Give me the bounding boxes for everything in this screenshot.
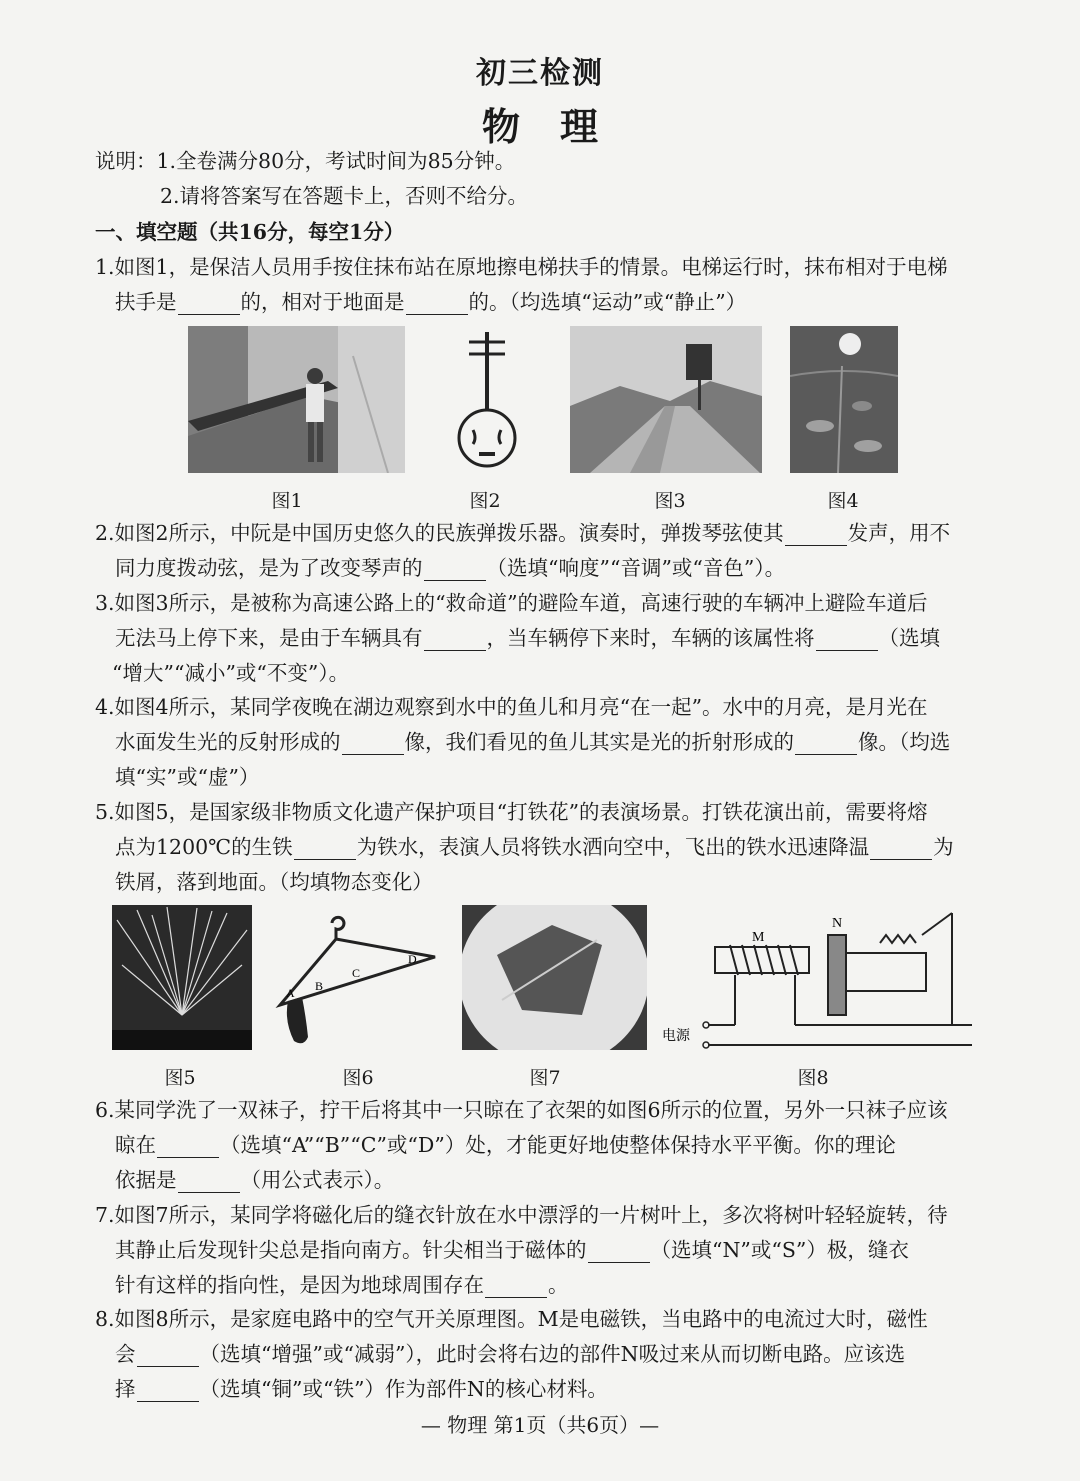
q7-line1: 7.如图7所示，某同学将磁化后的缝衣针放在水中漂浮的一片树叶上，多次将树叶轻轻旋转，待 <box>95 1203 948 1227</box>
figure-3-runaway-lane <box>570 326 762 473</box>
figure-1-escalator <box>188 326 405 473</box>
label-c: C <box>352 966 361 980</box>
figure-6-hanger <box>270 905 440 1050</box>
caption-fig6: 图6 <box>342 1067 374 1089</box>
figure-5-iron-flowers <box>112 905 252 1050</box>
q4-line1: 4.如图4所示，某同学夜晚在湖边观察到水中的鱼儿和月亮“在一起”。水中的月亮，是月光在 <box>95 695 928 719</box>
label-m: M <box>752 930 765 945</box>
q8-line2: 会 （选填“增强”或“减弱”），此时会将右边的部件N吸过来从而切断电路。应该选 <box>115 1342 906 1366</box>
caption-fig2: 图2 <box>469 490 501 512</box>
caption-fig1: 图1 <box>271 490 303 512</box>
q7-line3: 针有这样的指向性，是因为地球周围存在 。 <box>115 1273 569 1297</box>
q7-line2: 其静止后发现针尖总是指向南方。针尖相当于磁体的 （选填“N”或“S”）极，缝衣 <box>115 1238 909 1262</box>
answer-blank[interactable] <box>406 292 468 315</box>
label-a: A <box>286 986 295 1000</box>
figure-4-moon-fish <box>790 326 898 473</box>
q6-line2: 晾在 （选填“A”“B”“C”或“D”）处，才能更好地使整体保持水平平衡。你的理论 <box>115 1133 896 1157</box>
subject-title: 物理 <box>481 104 638 149</box>
note-1: 说明：1.全卷满分80分，考试时间为85分钟。 <box>95 149 516 173</box>
label-d: D <box>408 952 417 966</box>
section-heading: 一、填空题（共16分，每空1分） <box>95 220 405 244</box>
note-2: 2.请将答案写在答题卡上，否则不给分。 <box>160 184 529 208</box>
caption-fig5: 图5 <box>164 1067 196 1089</box>
label-b: B <box>315 979 324 993</box>
q4-line2: 水面发生光的反射形成的 像，我们看见的鱼儿其实是光的折射形成的 像。（均选 <box>115 730 951 754</box>
q2-line1: 2.如图2所示，中阮是中国历史悠久的民族弹拨乐器。演奏时，弹拨琴弦使其 发声，用不 <box>95 521 951 545</box>
label-power: 电源 <box>662 1029 690 1044</box>
q5-line2: 点为1200℃的生铁 为铁水，表演人员将铁水洒向空中，飞出的铁水迅速降温 为 <box>115 835 954 859</box>
q3-line3: “增大”“减小”或“不变”）。 <box>112 661 350 685</box>
q6-line1: 6.某同学洗了一双袜子，拧干后将其中一只晾在了衣架的如图6所示的位置，另外一只袜子应该 <box>95 1098 948 1122</box>
caption-fig4: 图4 <box>827 490 859 512</box>
q2-line2: 同力度拨动弦，是为了改变琴声的 （选填“响度”“音调”或“音色”）。 <box>115 556 786 580</box>
answer-blank[interactable] <box>294 837 356 860</box>
answer-blank[interactable] <box>785 523 847 546</box>
answer-blank[interactable] <box>424 558 486 581</box>
answer-blank[interactable] <box>178 1170 240 1193</box>
q8-line3: 择 （选填“铜”或“铁”）作为部件N的核心材料。 <box>115 1377 608 1401</box>
page-footer: — 物理 第1页（共6页）— <box>420 1413 660 1437</box>
q5-line1: 5.如图5，是国家级非物质文化遗产保护项目“打铁花”的表演场景。打铁花演出前，需要将熔 <box>95 800 928 824</box>
answer-blank[interactable] <box>342 732 404 755</box>
exam-title: 初三检测 <box>476 56 604 91</box>
q1-line1: 1.如图1，是保洁人员用手按住抹布站在原地擦电梯扶手的情景。电梯运行时，抹布相对于电梯 <box>95 255 948 279</box>
answer-blank[interactable] <box>870 837 932 860</box>
answer-blank[interactable] <box>795 732 857 755</box>
answer-blank[interactable] <box>588 1240 650 1263</box>
answer-blank[interactable] <box>816 628 878 651</box>
figure-7-needle-leaf <box>462 905 647 1050</box>
answer-blank[interactable] <box>137 1379 199 1402</box>
answer-blank[interactable] <box>178 292 240 315</box>
answer-blank[interactable] <box>137 1344 199 1367</box>
q8-line1: 8.如图8所示，是家庭电路中的空气开关原理图。M是电磁铁，当电路中的电流过大时，磁性 <box>95 1307 928 1331</box>
caption-fig7: 图7 <box>529 1067 561 1089</box>
answer-blank[interactable] <box>157 1135 219 1158</box>
caption-fig3: 图3 <box>654 490 686 512</box>
label-n: N <box>832 916 843 931</box>
answer-blank[interactable] <box>485 1275 547 1298</box>
caption-fig8: 图8 <box>797 1067 829 1089</box>
answer-blank[interactable] <box>424 628 486 651</box>
q3-line2: 无法马上停下来，是由于车辆具有 ，当车辆停下来时，车辆的该属性将 （选填 <box>115 626 940 650</box>
figure-8-circuit-breaker <box>660 905 972 1050</box>
figure-2-zhongruan <box>455 330 519 470</box>
q6-line3: 依据是 （用公式表示）。 <box>115 1168 395 1192</box>
q5-line3: 铁屑，落到地面。（均填物态变化） <box>115 870 433 894</box>
q4-line3: 填“实”或“虚”） <box>115 765 260 789</box>
q1-line2: 扶手是 的，相对于地面是 的。（均选填“运动”或“静止”） <box>115 290 747 314</box>
q3-line1: 3.如图3所示，是被称为高速公路上的“救命道”的避险车道，高速行驶的车辆冲上避险车道后 <box>95 591 928 615</box>
